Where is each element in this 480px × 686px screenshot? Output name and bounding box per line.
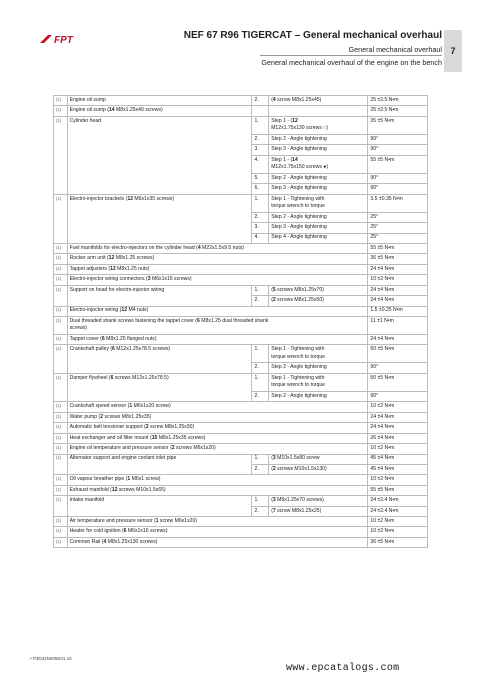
row-marker: (1) [54,517,68,527]
component-cell: Fuel manifolds for electro-injectors on the cylinder head (4 M22x1.5x9.5 nuts) [67,243,368,253]
table-row [54,444,428,454]
torque-value-cell: 10 ±2 N•m [368,475,428,485]
step-number-cell [252,106,269,116]
row-marker: (1) [54,475,68,485]
torque-value-cell: 24 ±4 N•m [368,335,428,345]
row-marker: (1) [54,444,68,454]
component-cell: Support on head for electro-injector wiring [67,285,252,306]
step-number-cell: 6. [252,184,269,194]
row-marker: (1) [54,496,68,517]
table-row [54,96,428,106]
torque-value-cell: 10 ±2 N•m [368,517,428,527]
table-row [54,527,428,537]
component-cell: Air temperature and pressure sensor (1 screw M6x1x20) [67,517,368,527]
torque-value-cell: 24 ±4 N•m [368,285,428,295]
component-cell: Common Rail (4 M8x1.25x130 screws) [67,537,368,547]
step-number-cell: 1. [252,454,269,464]
table-row [54,402,428,412]
step-cell: Step 1 - Tightening with torque wrench to torque [269,373,368,391]
torque-value-cell: 50 ±5 N•m [368,345,428,363]
step-number-cell: 1. [252,496,269,506]
row-marker: (1) [54,285,68,306]
step-number-cell: 4. [252,233,269,243]
component-cell: Crankshaft speed sensor (1 M6x1x20 screw) [67,402,368,412]
row-marker: (1) [54,345,68,373]
table-row [54,243,428,253]
row-marker: (1) [54,254,68,264]
step-number-cell: 1. [252,194,269,212]
table-row [54,423,428,433]
step-cell: (3 M10x1.5x80 screw [269,454,368,464]
table-row [54,454,428,464]
table-row [54,285,428,295]
torque-value-cell: 11 ±1 N•m [368,316,428,334]
step-number-cell: 2. [252,391,269,401]
torque-value-cell: 55 ±5 N•m [368,243,428,253]
row-marker: (1) [54,275,68,285]
torque-value-cell: 24 ±4 N•m [368,423,428,433]
torque-value-cell: 36 ±5 N•m [368,537,428,547]
torque-value-cell: 36 ±5 N•m [368,254,428,264]
row-marker: (1) [54,527,68,537]
step-cell: Step 3 - Angle tightening [269,223,368,233]
torque-value-cell: 24 ±2.4 N•m [368,506,428,516]
step-cell: (7 screw M8x1.25x25) [269,506,368,516]
step-cell [269,106,368,116]
torque-value-cell: 45 ±4 N•m [368,454,428,464]
table-row [54,335,428,345]
torque-value-cell: 55 ±5 N•m [368,485,428,495]
step-cell: Step 2 - Angle tightening [269,134,368,144]
component-cell: Intake manifold [67,496,252,517]
component-cell: Heat exchanger and oil filter mount (15 M8x1.25x35 screws) [67,433,368,443]
row-marker: (1) [54,485,68,495]
section-title: General mechanical overhaul of the engine on the bench [261,58,442,67]
table-row [54,254,428,264]
step-number-cell: 2. [252,212,269,222]
row-marker: (1) [54,264,68,274]
row-marker: (1) [54,116,68,194]
step-number-cell: 3. [252,223,269,233]
table-row [54,194,428,212]
row-marker: (1) [54,433,68,443]
component-cell: Oil vapour breather pipe (1 M6x1 screw) [67,475,368,485]
component-cell: Electro-injector wiring connectors (3 M6x1x16 screws) [67,275,368,285]
step-number-cell: 4. [252,155,269,173]
step-number-cell: 1. [252,345,269,363]
step-number-cell: 2. [252,363,269,373]
torque-value-cell: 26 ±4 N•m [368,433,428,443]
component-cell: Exhaust manifold (12 screws M10x1.5x65) [67,485,368,495]
step-cell: Step 2 - Angle tightening [269,212,368,222]
torque-value-cell: 25 ±2.5 N•m [368,96,428,106]
torque-value-cell: 55 ±5 N•m [368,155,428,173]
component-cell: Electro-injector wiring (12 M4 nuts) [67,306,368,316]
step-number-cell: 2. [252,134,269,144]
table-row [54,433,428,443]
row-marker: (1) [54,243,68,253]
step-cell: Step 1 - (12 M12x1.75x130 screws ○) [269,116,368,134]
torque-value-cell: 90° [368,134,428,144]
step-cell: (2 screws M8x1.25x50) [269,296,368,306]
brand-text: FPT [54,35,73,46]
step-cell: Step 4 - Angle tightening [269,233,368,243]
torque-value-cell: 35 ±5 N•m [368,116,428,134]
step-cell: Step 1 - Tightening with torque wrench to torque [269,194,368,212]
torque-value-cell: 90° [368,391,428,401]
step-number-cell: 2. [252,464,269,474]
torque-value-cell: 24 ±4 N•m [368,264,428,274]
component-cell: Alternator support and engine coolant inlet pipe [67,454,252,475]
torque-value-cell: 10 ±2 N•m [368,275,428,285]
component-cell: Damper flywheel (6 screws M12x1.25x78.5) [67,373,252,401]
component-cell: Engine oil sump (14 M8x1.25x40 screws) [67,106,252,116]
row-marker: (1) [54,373,68,401]
torque-value-cell: 90° [368,184,428,194]
row-marker: (1) [54,423,68,433]
torque-value-cell: 10 ±2 N•m [368,444,428,454]
row-marker: (1) [54,96,68,106]
table-row [54,517,428,527]
step-cell: Step 2 - Angle tightening [269,173,368,183]
step-number-cell: 1. [252,116,269,134]
table-row [54,496,428,506]
table-row [54,537,428,547]
torque-value-cell: 25° [368,233,428,243]
component-cell: Engine oil temperature and pressure sensor (2 screws M6x1x20) [67,444,368,454]
header-divider [260,55,442,56]
page-title: NEF 67 R96 TIGERCAT – General mechanical overhaul [183,30,442,41]
step-cell: Step 2 - Angle tightening [269,363,368,373]
document-code: • P3D32N005E01 16 [30,656,72,661]
component-cell: Rocker arm unit (12 M8x1.25 screws) [67,254,368,264]
step-cell: Step 2 - Angle tightening [269,391,368,401]
step-number-cell: 2. [252,506,269,516]
torque-spec-table [53,95,428,548]
table-row [54,116,428,134]
component-cell: Dual threaded shank screws fastening the tappet cover (6 M8x1.25 dual threaded shank screws) [67,316,368,334]
torque-value-cell: 25° [368,212,428,222]
torque-value-cell: 90° [368,363,428,373]
torque-value-cell: 90° [368,173,428,183]
torque-value-cell: 90° [368,145,428,155]
table-row [54,264,428,274]
step-number-cell: 1. [252,285,269,295]
torque-value-cell: 10 ±2 N•m [368,402,428,412]
step-cell: Step 3 - Angle tightening [269,145,368,155]
torque-value-cell: 50 ±5 N•m [368,373,428,391]
torque-value-cell: 1.5 ±0.25 N•m [368,306,428,316]
row-marker: (1) [54,454,68,475]
torque-value-cell: 24 ±4 N•m [368,296,428,306]
table-row [54,275,428,285]
component-cell: Automatic belt tensioner support (2 screw M8x1.25x30) [67,423,368,433]
watermark: www.epcatalogs.com [286,663,400,674]
table-row [54,345,428,363]
component-cell: Tappet adjusters (12 M8x1.25 nuts) [67,264,368,274]
row-marker: (1) [54,402,68,412]
table-row [54,485,428,495]
torque-value-cell: 25° [368,223,428,233]
torque-value-cell: 10 ±2 N•m [368,527,428,537]
table-row [54,475,428,485]
page-header [0,0,480,80]
table-row [54,316,428,334]
fpt-logo-icon [38,32,94,46]
row-marker: (1) [54,194,68,243]
table-row [54,373,428,391]
row-marker: (1) [54,537,68,547]
component-cell: Crankshaft pulley (6 M12x1.25x78.5 screws) [67,345,252,373]
row-marker: (1) [54,335,68,345]
torque-value-cell: 3.5 ±0.35 N•m [368,194,428,212]
table-row [54,412,428,422]
page-number: 7 [450,46,456,56]
step-cell: (4 screw M8x1.25x45) [269,96,368,106]
component-cell: Cylinder head [67,116,252,194]
step-number-cell: 2. [252,96,269,106]
torque-value-cell: 45 ±4 N•m [368,464,428,474]
step-number-cell: 3. [252,145,269,155]
row-marker: (1) [54,306,68,316]
table-row [54,306,428,316]
component-cell: Electro-injector brackets (12 M6x1x35 screws) [67,194,252,243]
step-cell: (2 screws M10x1.5x130) [269,464,368,474]
component-cell: Heater for cold ignition (6 M6x1x16 screws) [67,527,368,537]
step-cell: Step 1 - (14 M12x1.75x150 screws ●) [269,155,368,173]
step-number-cell: 1. [252,373,269,391]
torque-value-cell: 24 ±2.4 N•m [368,496,428,506]
chapter-title: General mechanical overhaul [348,45,442,54]
step-cell: Step 1 - Tightening with torque wrench to torque [269,345,368,363]
step-cell: Step 3 - Angle tightening [269,184,368,194]
component-cell: Tappet cover (6 M8x1.25 flanged nuts) [67,335,368,345]
row-marker: (1) [54,412,68,422]
table-row [54,106,428,116]
step-number-cell: 5. [252,173,269,183]
row-marker: (1) [54,106,68,116]
step-number-cell: 2. [252,296,269,306]
torque-value-cell: 25 ±2.5 N•m [368,106,428,116]
row-marker: (1) [54,316,68,334]
component-cell: Engine oil sump [67,96,252,106]
component-cell: Water pump (2 screws M8x1.25x35) [67,412,368,422]
step-cell: (5 screws M8x1.25x70) [269,285,368,295]
torque-value-cell: 24 ±4 N•m [368,412,428,422]
step-cell: (3 M8x1.25x70 screws) [269,496,368,506]
